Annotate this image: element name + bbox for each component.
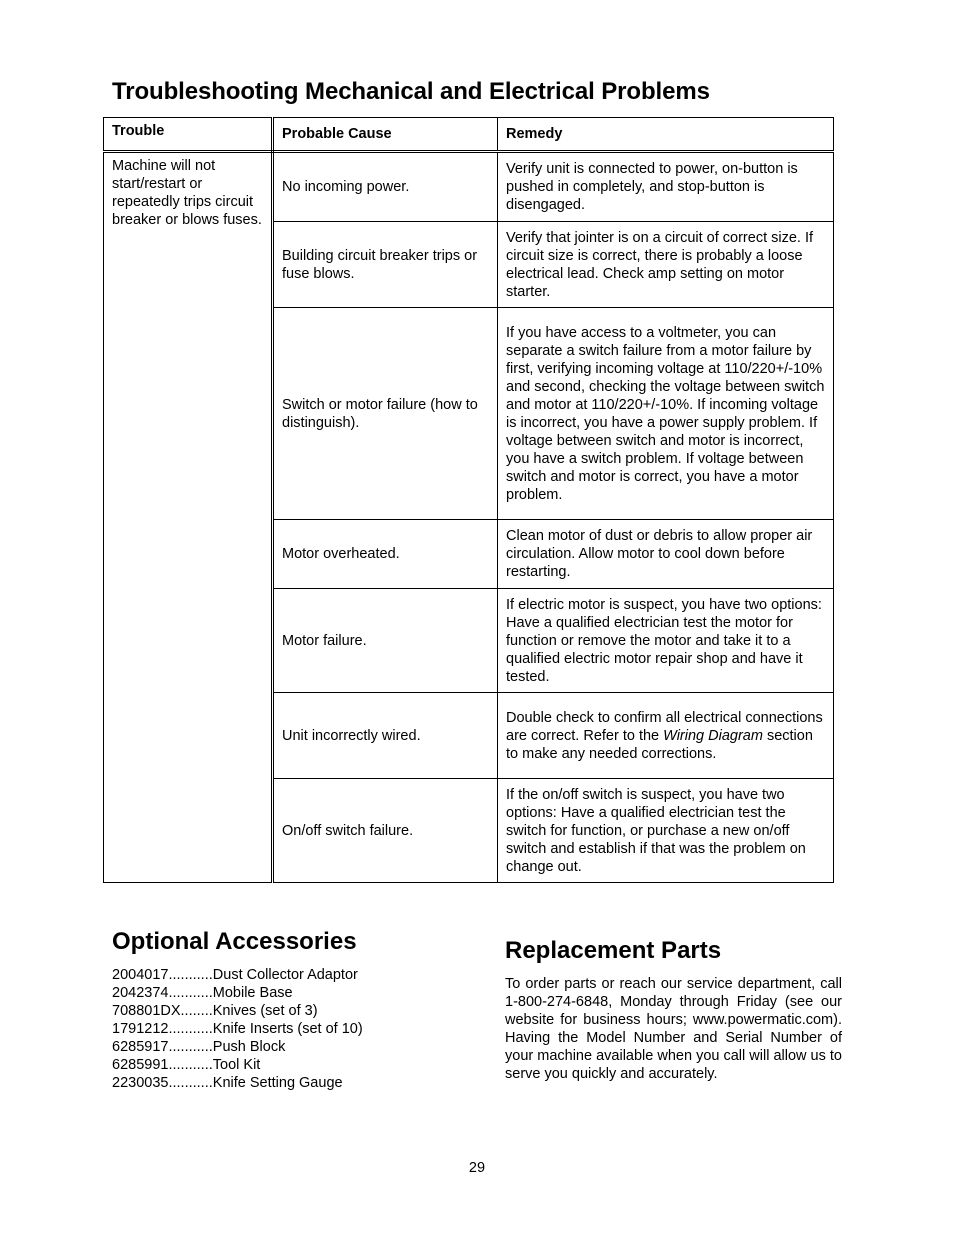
list-item: 2042374...........Mobile Base xyxy=(112,985,293,1001)
remedy-cell: Clean motor of dust or debris to allow proper air circulation. Allow motor to cool down before restarting. xyxy=(498,520,834,589)
table-header-row xyxy=(104,118,834,152)
list-item: 6285991...........Tool Kit xyxy=(112,1057,261,1073)
trouble-cell: Machine will not start/restart or repeatedly trips circuit breaker or blows fuses. xyxy=(104,152,273,883)
cause-cell: Motor failure. xyxy=(273,589,498,693)
remedy-text: section to make any needed corrections. xyxy=(506,727,813,762)
list-item: 2004017...........Dust Collector Adaptor xyxy=(112,967,358,983)
cause-cell: Switch or motor failure (how to distinguish). xyxy=(273,308,498,520)
remedy-cell: Verify that jointer is on a circuit of correct size. If circuit size is correct, there is probably a loose electrical lead. Check amp setting on motor starter. xyxy=(498,222,834,308)
replacement-parts-text: To order parts or reach our service department, call 1-800-274-6848, Monday through Friday (see our website for business hours; www.powermatic.com). Having the Model Number and Serial Number of your machine available when you call will allow us to serve you quickly and accurately. xyxy=(505,976,842,1082)
troubleshooting-table xyxy=(103,117,834,883)
remedy-cell: If you have access to a voltmeter, you can separate a switch failure from a motor failure by first, verifying incoming voltage at 110/220+/-10% and second, checking the voltage between switch and motor at 110/220+/-10%. If incoming voltage is incorrect, you have a power supply problem. If voltage between switch and motor is incorrect, you have a switch problem. If voltage between switch and motor is correct, you have a motor problem. xyxy=(498,308,834,520)
header-trouble: Trouble xyxy=(104,118,273,152)
accessories-heading: Optional Accessories xyxy=(112,928,357,955)
table-row xyxy=(104,152,834,222)
remedy-cell: If the on/off switch is suspect, you have two options: Have a qualified electrician test the switch for function, or purchase a new on/off switch and establish if that was the problem on change out. xyxy=(498,779,834,883)
list-item: 1791212...........Knife Inserts (set of 10) xyxy=(112,1021,363,1037)
page-title: Troubleshooting Mechanical and Electrical Problems xyxy=(112,78,710,105)
list-item: 2230035...........Knife Setting Gauge xyxy=(112,1075,343,1091)
remedy-text: Double check to confirm all electrical connections are correct. Refer to the xyxy=(506,709,823,744)
header-probable-cause: Probable Cause xyxy=(273,118,498,152)
list-item: 708801DX........Knives (set of 3) xyxy=(112,1003,318,1019)
wiring-diagram-reference: Wiring Diagram xyxy=(663,727,763,744)
cause-cell: Building circuit breaker trips or fuse blows. xyxy=(273,222,498,308)
page-number: 29 xyxy=(468,1160,486,1176)
accessories-list xyxy=(112,966,363,1092)
cause-cell: Unit incorrectly wired. xyxy=(273,693,498,779)
header-remedy: Remedy xyxy=(498,118,834,152)
list-item: 6285917...........Push Block xyxy=(112,1039,286,1055)
replacement-parts-heading: Replacement Parts xyxy=(505,937,722,964)
remedy-cell xyxy=(498,693,834,779)
remedy-cell: If electric motor is suspect, you have two options: Have a qualified electrician test the motor for function or remove the motor and take it to a qualified electric motor repair shop and have it tested. xyxy=(498,589,834,693)
cause-cell: On/off switch failure. xyxy=(273,779,498,883)
cause-cell: No incoming power. xyxy=(273,152,498,222)
remedy-cell: Verify unit is connected to power, on-button is pushed in completely, and stop-button is disengaged. xyxy=(498,152,834,222)
cause-cell: Motor overheated. xyxy=(273,520,498,589)
